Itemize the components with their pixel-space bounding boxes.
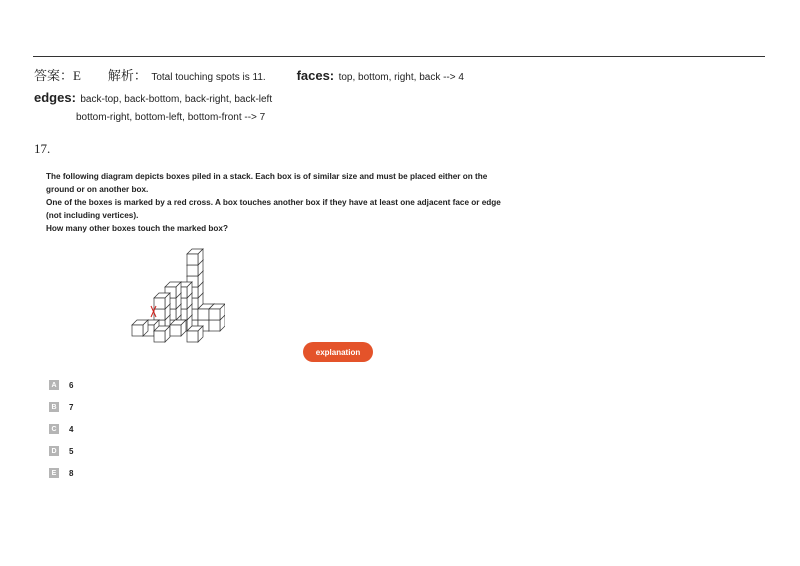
option-letter-badge: E xyxy=(49,468,59,478)
option-letter-badge: C xyxy=(49,424,59,434)
option-letter-badge: A xyxy=(49,380,59,390)
top-divider xyxy=(33,56,765,57)
stack-box xyxy=(170,325,181,336)
question-line: One of the boxes is marked by a red cross. A box touches another box if they have at least one adjacent face or edge xyxy=(46,198,501,207)
box-stack-diagram xyxy=(125,245,225,345)
question-number: 17. xyxy=(34,141,51,156)
question-line: (not including vertices). xyxy=(46,211,139,220)
option-value: 8 xyxy=(69,468,74,478)
edges-text-continued: bottom-right, bottom-left, bottom-front --> 7 xyxy=(76,112,266,123)
stack-box xyxy=(154,331,165,342)
faces-text: top, bottom, right, back --> 4 xyxy=(338,72,464,83)
option-d[interactable] xyxy=(49,446,73,456)
option-a[interactable] xyxy=(49,380,73,390)
edges-line xyxy=(34,89,272,107)
faces-label: faces: xyxy=(296,68,335,83)
stack-box xyxy=(187,265,198,276)
stack-box xyxy=(187,254,198,265)
question-line: ground or on another box. xyxy=(46,185,149,194)
stack-box xyxy=(198,309,209,320)
edges-text: back-top, back-bottom, back-right, back-left xyxy=(80,94,273,105)
explanation-button[interactable]: explanation xyxy=(303,342,373,362)
option-letter-badge: D xyxy=(49,446,59,456)
option-c[interactable] xyxy=(49,424,73,434)
option-value: 7 xyxy=(69,402,74,412)
option-b[interactable] xyxy=(49,402,73,412)
option-e[interactable] xyxy=(49,468,73,478)
option-value: 6 xyxy=(69,380,74,390)
stack-box xyxy=(209,320,220,331)
analysis-text: Total touching spots is 11. xyxy=(151,72,266,83)
option-value: 5 xyxy=(69,446,74,456)
question-line: How many other boxes touch the marked box? xyxy=(46,224,228,233)
edges-label: edges: xyxy=(34,90,76,105)
answer-line xyxy=(34,65,464,85)
stack-box xyxy=(187,331,198,342)
stack-box xyxy=(154,309,165,320)
stack-box xyxy=(132,325,143,336)
option-letter-badge: B xyxy=(49,402,59,412)
stack-box xyxy=(209,309,220,320)
option-value: 4 xyxy=(69,424,74,434)
question-text xyxy=(46,170,566,235)
analysis-label: 解析： xyxy=(107,68,147,83)
question-line: The following diagram depicts boxes piled in a stack. Each box is of similar size and must be placed either on the xyxy=(46,172,488,181)
answer-label: 答案：E xyxy=(34,68,81,83)
